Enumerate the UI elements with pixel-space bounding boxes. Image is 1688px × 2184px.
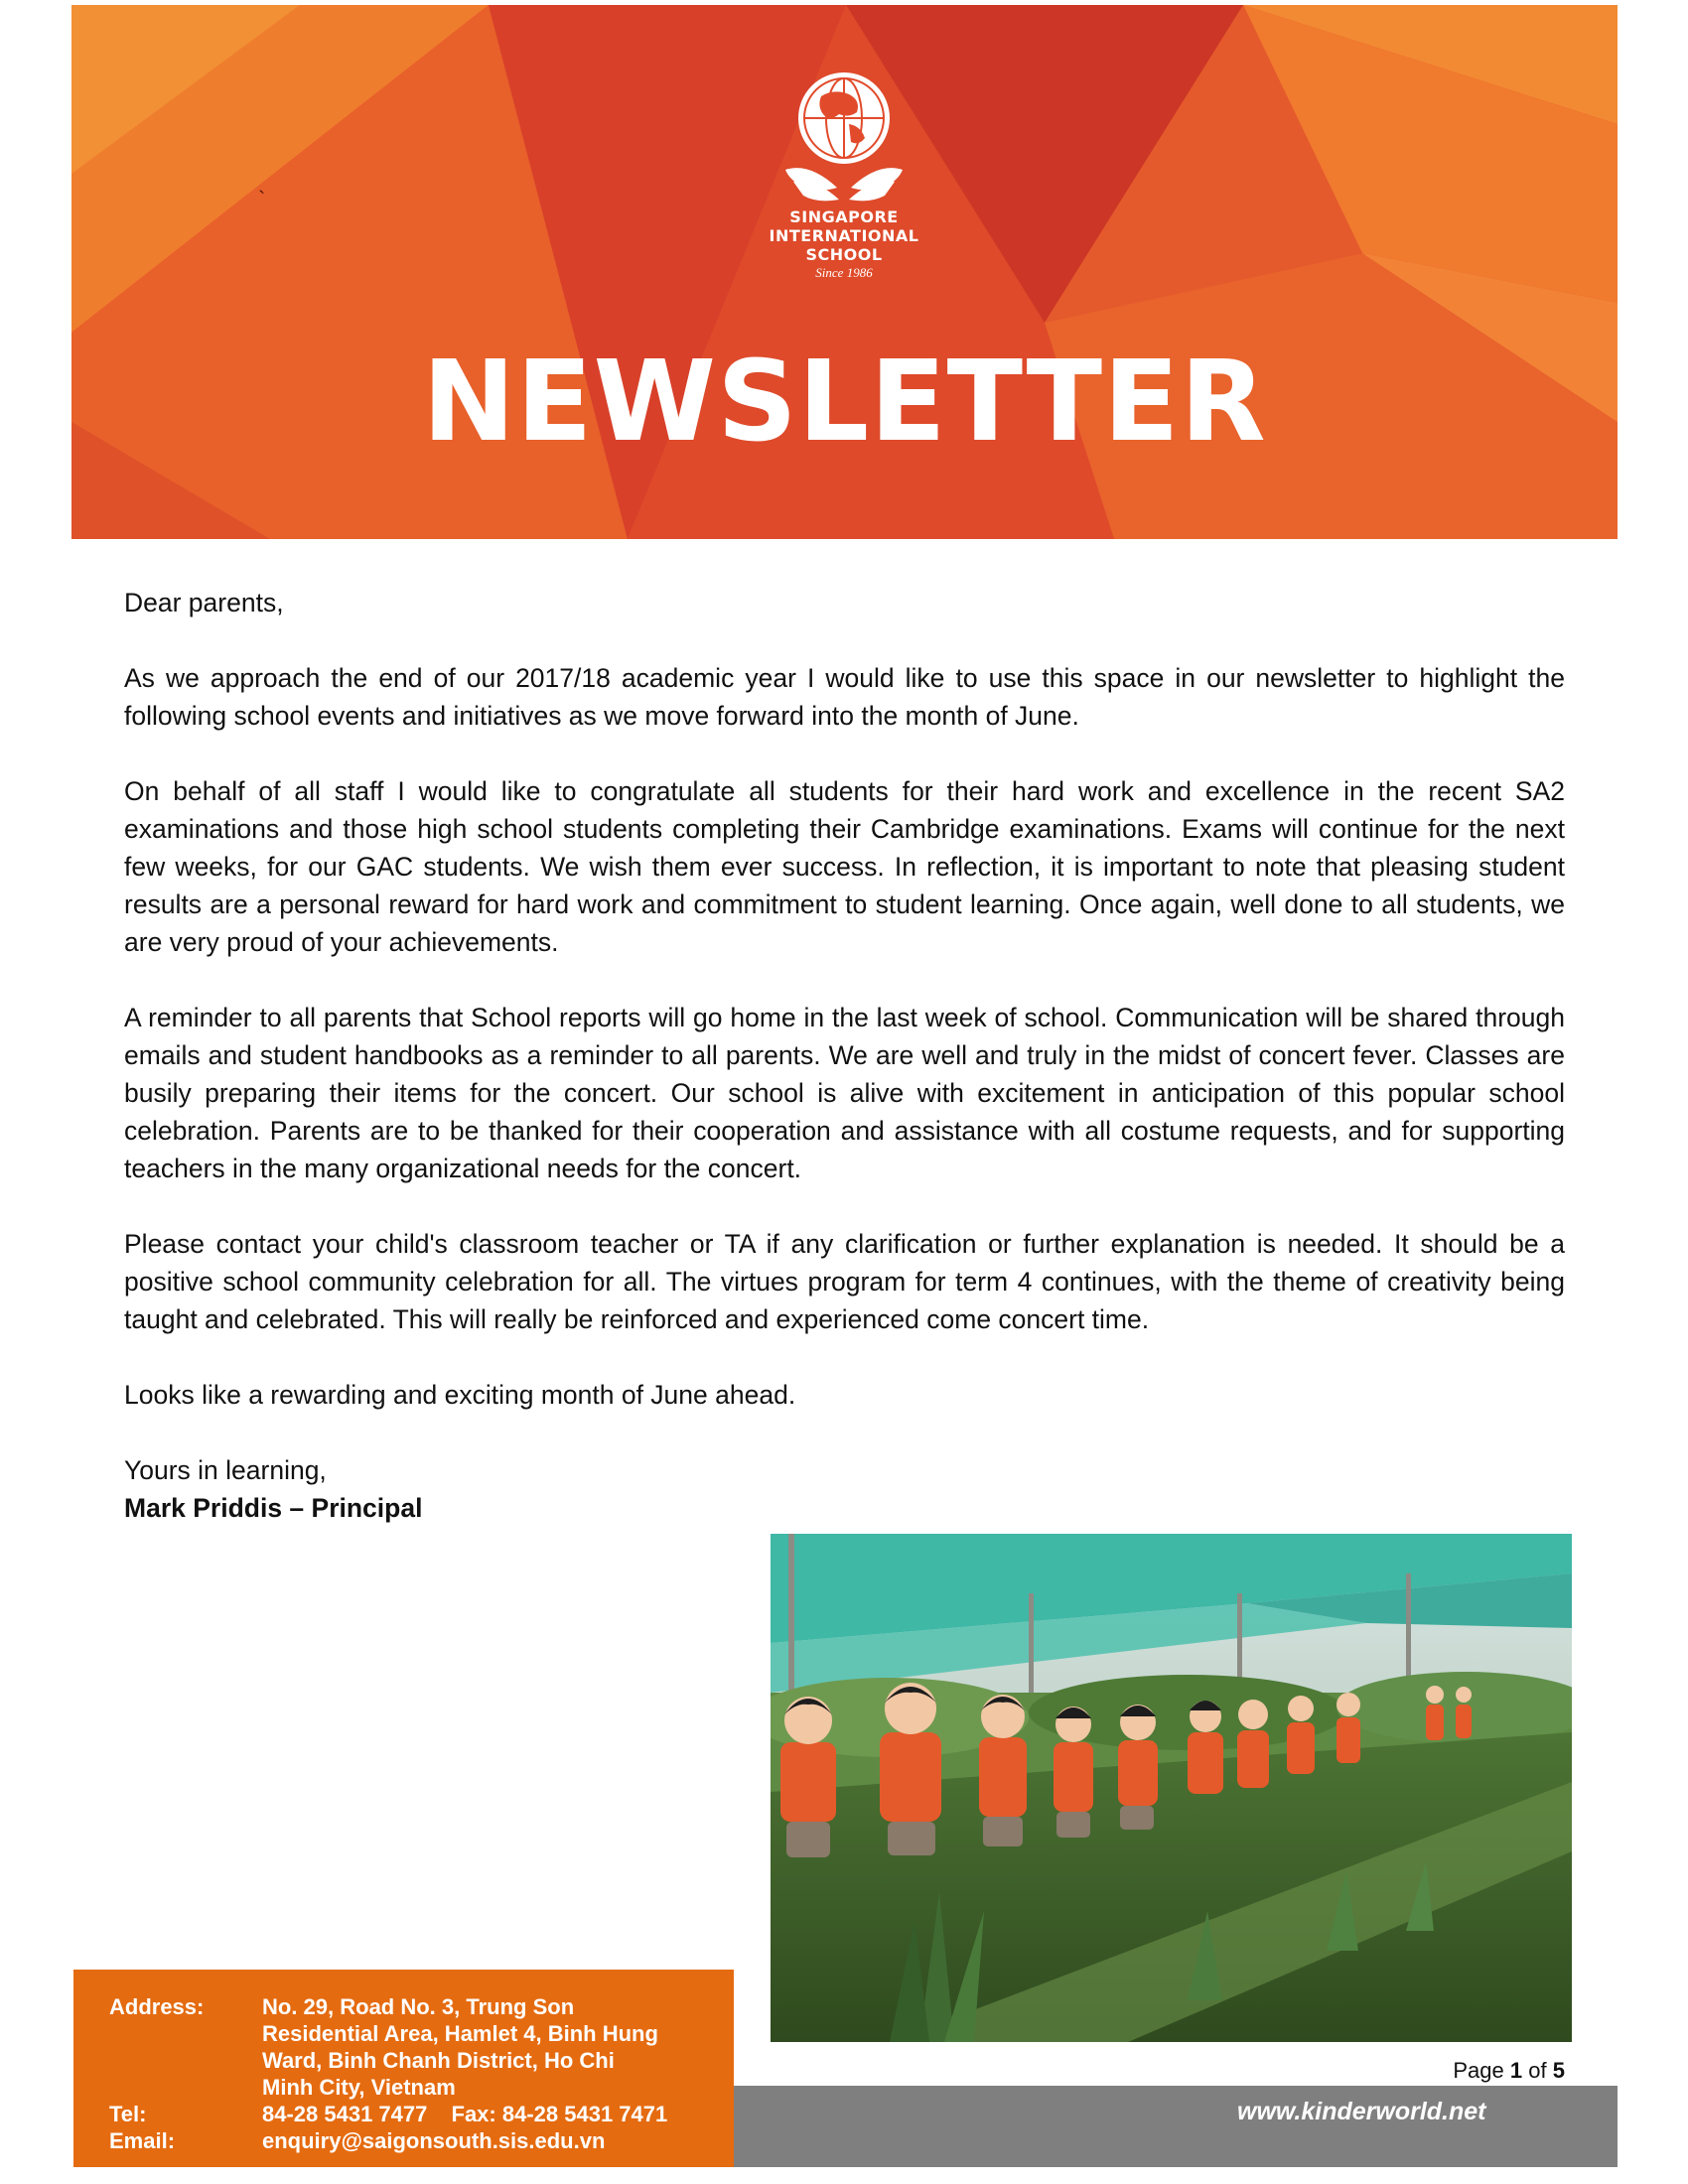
- photo-illustration: [771, 1534, 1572, 2042]
- website-link[interactable]: www.kinderworld.net: [1237, 2098, 1486, 2125]
- letter-paragraph-4: Please contact your child's classroom teacher or TA if any clarification or further explanation is needed. It should be a positive school community celebration for all. The virtues program for term 4 continues, with the theme of creativity being taught and celebrated. This will really be reinforced and experienced come concert time.: [124, 1229, 1565, 1334]
- tel-label: Tel:: [109, 2102, 147, 2126]
- school-name-line-1: SINGAPORE: [789, 207, 899, 226]
- page-current: 1: [1509, 2058, 1523, 2083]
- letter-closing: Yours in learning,: [124, 1455, 327, 1485]
- email-label: Email:: [109, 2128, 176, 2153]
- stray-tick-mark: `: [258, 187, 266, 211]
- contact-box: [73, 1970, 734, 2167]
- tel-value: 84-28 5431 7477: [262, 2102, 428, 2126]
- letter-paragraph-1: As we approach the end of our 2017/18 academic year I would like to use this space in our newsletter to highlight the following school events and initiatives as we move forward into the month of June.: [124, 663, 1565, 731]
- page-prefix: Page: [1453, 2058, 1504, 2083]
- school-since: Since 1986: [815, 265, 873, 280]
- globe-with-hands-icon: [779, 67, 909, 207]
- address-value: [262, 1993, 719, 2101]
- school-logo: [755, 67, 933, 305]
- fax-label: Fax:: [451, 2102, 496, 2126]
- page-of: of: [1528, 2058, 1547, 2083]
- email-value[interactable]: enquiry@saigonsouth.sis.edu.vn: [262, 2128, 606, 2153]
- fax-value: 84-28 5431 7471: [501, 2102, 668, 2126]
- page-total: 5: [1552, 2058, 1565, 2083]
- letter-salutation: Dear parents,: [124, 588, 284, 617]
- letter-paragraph-5: Looks like a rewarding and exciting month of June ahead.: [124, 1380, 796, 1410]
- address-line-1: No. 29, Road No. 3, Trung Son: [262, 1994, 575, 2019]
- newsletter-title: NEWSLETTER: [422, 338, 1267, 467]
- address-line-4: Minh City, Vietnam: [262, 2075, 456, 2100]
- page-number: [1291, 2058, 1565, 2084]
- school-name-line-2: INTERNATIONAL: [769, 226, 919, 245]
- tel-fax-value: [262, 2101, 719, 2127]
- letter-paragraph-3: A reminder to all parents that School reports will go home in the last week of school. Communication will be shared through emails and student handbooks as a reminder to all parents. We are well and truly in the midst of concert fever. Classes are busily preparing their items for the concert. Our school is alive with excitement in anticipation of this popular school celebration. Parents are to be thanked for their cooperation and assistance with all costume requests, and for supporting teachers in the many organizational needs for the concert.: [124, 1003, 1565, 1183]
- students-garden-photo: [771, 1534, 1572, 2042]
- letter-signature: Mark Priddis – Principal: [124, 1493, 423, 1523]
- letter-closing-block: [124, 1451, 1565, 1527]
- address-label: Address:: [109, 1994, 205, 2019]
- address-line-2: Residential Area, Hamlet 4, Binh Hung: [262, 2021, 658, 2046]
- letter-paragraph-2: On behalf of all staff I would like to congratulate all students for their hard work and excellence in the recent SA2 examinations and those high school students completing their Cambridge examinations. Exams will continue for the next few weeks, for our GAC students. We wish them ever success. In reflection, it is important to note that pleasing student results are a personal reward for hard work and commitment to student learning. Once again, well done to all students, we are very proud of your achievements.: [124, 776, 1565, 957]
- school-name-line-3: SCHOOL: [805, 245, 883, 264]
- principal-letter: [124, 584, 1565, 1527]
- address-line-3: Ward, Binh Chanh District, Ho Chi: [262, 2048, 615, 2073]
- newsletter-banner: [71, 5, 1618, 539]
